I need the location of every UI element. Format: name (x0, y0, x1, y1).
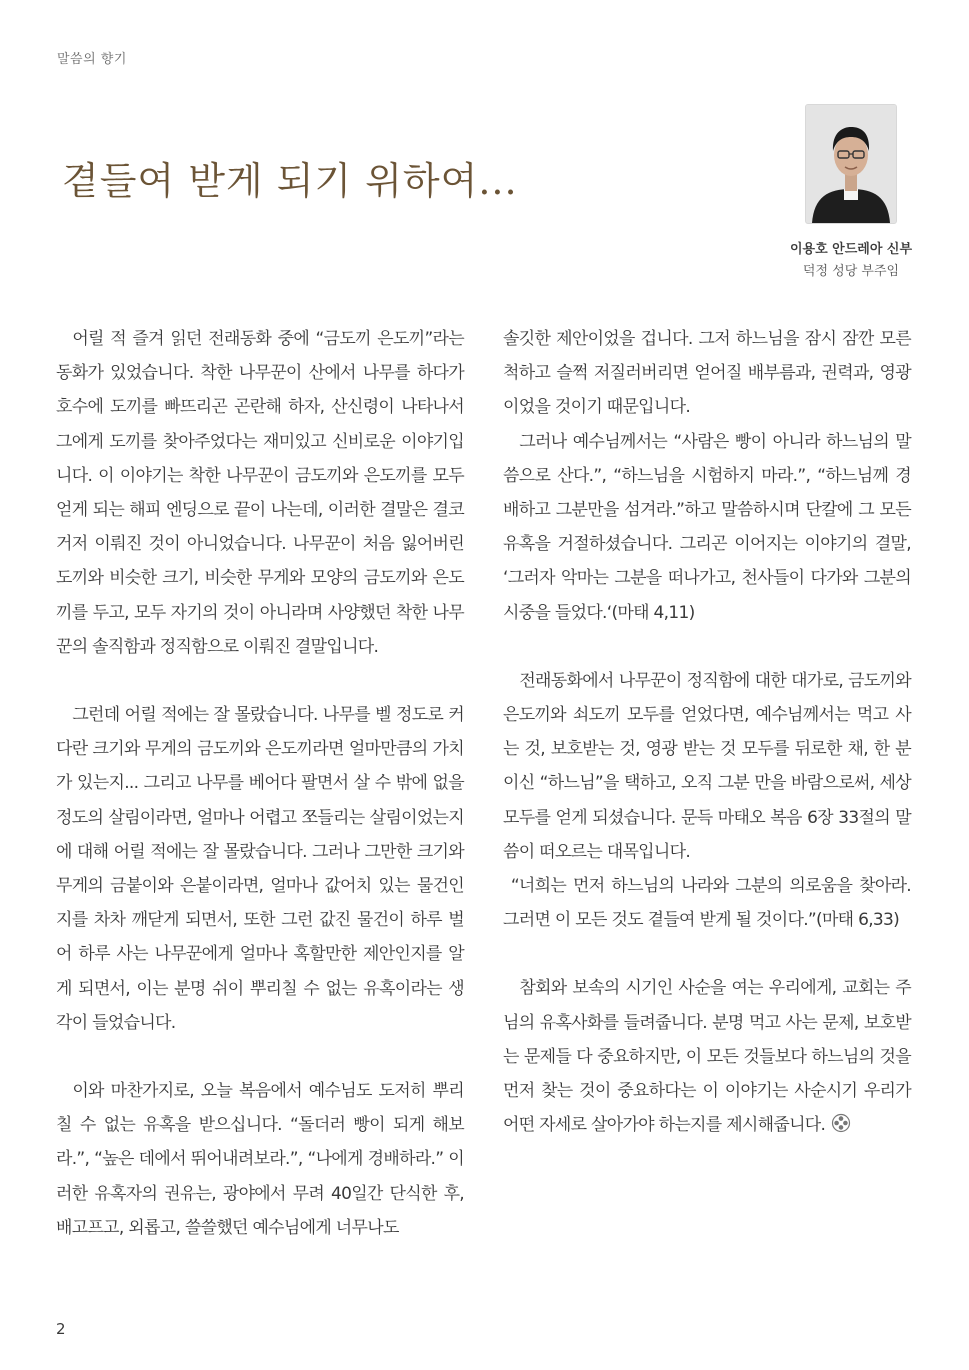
paragraph-gap (56, 1040, 464, 1074)
paragraph-text: 이와 마찬가지로, 오늘 복음에서 예수님도 도저히 뿌리칠 수 없는 유혹을 받으십니다. “돌더러 빵이 되게 해보라.”, “높은 데에서 뛰어내려보라.”, “나에게 경배하라.” 이러한 유혹자의 권유는, 광야에서 무려 40일간 단식한 후, 배고프고, 외롭고, 쓸쓸했던 예수님에게 너무나도 (56, 1081, 464, 1238)
paragraph (56, 1074, 464, 1245)
paragraph (56, 698, 464, 1040)
section-label: 말씀의 향기 (57, 52, 127, 67)
page-number: 2 (56, 1320, 66, 1338)
paragraph (503, 869, 911, 937)
paragraph (56, 322, 464, 664)
flower-ornament-icon (831, 1111, 851, 1145)
author-name: 이용호 안드레아 신부 (789, 242, 913, 257)
article-title: 곁들여 받게 되기 위하여... (62, 159, 518, 203)
priest-portrait-icon (806, 105, 896, 223)
paragraph (503, 322, 911, 425)
paragraph (503, 425, 911, 630)
author-block (780, 104, 922, 279)
paragraph (503, 971, 911, 1145)
paragraph (503, 664, 911, 869)
author-role: 덕정 성당 부주임 (802, 264, 900, 279)
paragraph-gap (503, 937, 911, 971)
paragraph-gap (503, 630, 911, 664)
paragraph-gap (56, 664, 464, 698)
paragraph-text: 어릴 적 즐겨 읽던 전래동화 중에 “금도끼 은도끼”라는 동화가 있었습니다. 착한 나무꾼이 산에서 나무를 하다가 호수에 도끼를 빠뜨리곤 곤란해 하자, 산신령이 나타나서 그에게 도끼를 찾아주었다는 재미있고 신비로운 이야기입니다. 이 이야기는 착한 나무꾼이 금도끼와 은도끼를 모두 얻게 되는 해피 엔딩으로 끝이 나는데, 이러한 결말은 결코 거저 이뤄진 것이 아니었습니다. 나무꾼이 처음 잃어버린 도끼와 비슷한 크기, 비슷한 무게와 모양의 금도끼와 은도끼를 두고, 모두 자기의 것이 아니라며 사양했던 착한 나무꾼의 솔직함과 정직함으로 이뤄진 결말입니다. (56, 329, 464, 657)
paragraph-text: 그러나 예수님께서는 “사람은 빵이 아니라 하느님의 말씀으로 산다.”, “하느님을 시험하지 마라.”, “하느님께 경배하고 그분만을 섬겨라.”하고 말씀하시며 단칼에 그 모든 유혹을 거절하셨습니다. 그리곤 이어지는 이야기의 결말, ‘그러자 악마는 그분을 떠나가고, 천사들이 다가와 그분의 시중을 들었다.‘(마태 4,11) (503, 431, 911, 623)
paragraph-text: 솔깃한 제안이었을 겁니다. 그저 하느님을 잠시 잠깐 모른척하고 슬쩍 저질러버리면 얻어질 배부름과, 권력과, 영광이었을 것이기 때문입니다. (503, 329, 911, 418)
right-column (503, 322, 911, 1145)
paragraph-text: 참회와 보속의 시기인 사순을 여는 우리에게, 교회는 주님의 유혹사화를 들려줍니다. 분명 먹고 사는 문제, 보호받는 문제들 다 중요하지만, 이 모든 것들보다 하느님의 것을 먼저 찾는 것이 중요하다는 이 이야기는 사순시기 우리가 어떤 자세로 살아가야 하는지를 제시해줍니다. (503, 978, 911, 1136)
paragraph-text: 전래동화에서 나무꾼이 정직함에 대한 대가로, 금도끼와 은도끼와 쇠도끼 모두를 얻었다면, 예수님께서는 먹고 사는 것, 보호받는 것, 영광 받는 것 모두를 뒤로한 채, 한 분이신 “하느님”을 택하고, 오직 그분 만을 바람으로써, 세상 모두를 얻게 되셨습니다. 문득 마태오 복음 6장 33절의 말씀이 떠오르는 대목입니다. (503, 670, 911, 862)
author-photo (805, 104, 897, 224)
paragraph-text: “너희는 먼저 하느님의 나라와 그분의 의로움을 찾아라. 그러면 이 모든 것도 곁들여 받게 될 것이다.”(마태 6,33) (503, 876, 911, 931)
paragraph-text: 그런데 어릴 적에는 잘 몰랐습니다. 나무를 벨 정도로 커다란 크기와 무게의 금도끼와 은도끼라면 얼마만큼의 가치가 있는지... 그리고 나무를 베어다 팔면서 살 수 밖에 없을 정도의 살림이라면, 얼마나 어렵고 쪼들리는 살림이었는지에 대해 어릴 적에는 잘 몰랐습니다. 그러나 그만한 크기와 무게의 금붙이와 은붙이라면, 얼마나 값어치 있는 물건인지를 차차 깨닫게 되면서, 또한 그런 값진 물건이 하루 벌어 하루 사는 나무꾼에게 얼마나 혹할만한 제안인지를 알게 되면서, 이는 분명 쉬이 뿌리칠 수 없는 유혹이라는 생각이 들었습니다. (56, 705, 464, 1033)
left-column (56, 322, 464, 1245)
